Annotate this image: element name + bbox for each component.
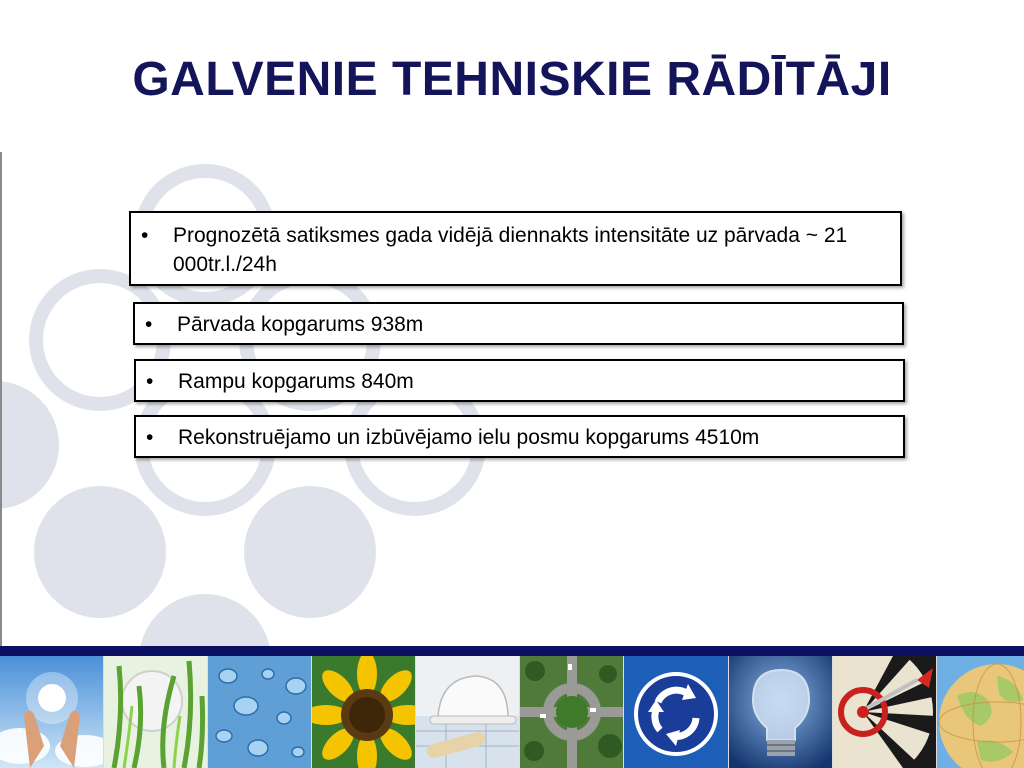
- bullet-point: •: [146, 370, 154, 393]
- bullet-point: •: [146, 426, 154, 449]
- sunflower-photo-icon: [312, 656, 416, 768]
- bullet-point: •: [145, 313, 153, 336]
- hands-sky-photo-icon: [0, 656, 104, 768]
- photo-strip: [0, 656, 1024, 768]
- info-box-ramp-length: [134, 359, 905, 402]
- globe-photo-icon: [937, 656, 1024, 768]
- roundabout-sign-photo-icon: [624, 656, 728, 768]
- photo-strip-divider: [0, 646, 1024, 656]
- slide-title: GALVENIE TEHNISKIE RĀDĪTĀJI: [132, 53, 892, 106]
- bullet-point: •: [141, 224, 149, 247]
- roundabout-aerial-photo-icon: [520, 656, 624, 768]
- info-text: Pārvada kopgarums 938m: [177, 313, 424, 336]
- left-edge-line: [0, 152, 2, 652]
- info-box-street-length: [134, 415, 905, 458]
- golf-ball-grass-photo-icon: [104, 656, 208, 768]
- lightbulb-photo-icon: [729, 656, 833, 768]
- hardhat-blueprints-photo-icon: [416, 656, 520, 768]
- info-text: Rekonstruējamo un izbūvējamo ielu posmu kopgarums 4510m: [178, 426, 760, 449]
- info-text: Prognozētā satiksmes gada vidējā diennakts intensitāte uz pārvada ~ 21 000tr.l./24h: [173, 224, 848, 276]
- water-drops-photo-icon: [208, 656, 312, 768]
- dartboard-photo-icon: [833, 656, 937, 768]
- info-text: Rampu kopgarums 840m: [178, 370, 414, 393]
- info-box-traffic-intensity: [129, 211, 902, 286]
- info-box-overpass-length: [133, 302, 904, 345]
